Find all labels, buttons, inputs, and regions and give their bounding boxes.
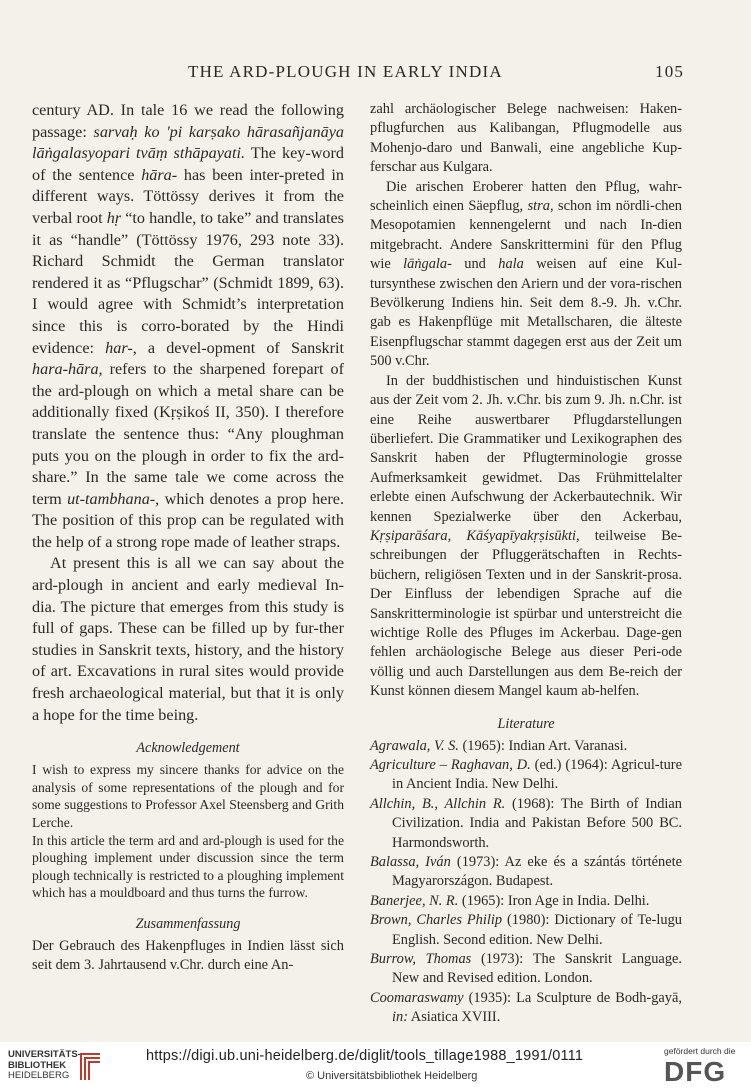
work-titles: Kṛṣiparāśara, Kāśyapīyakṛṣisūkti, — [370, 527, 580, 544]
term-hala: hala — [498, 256, 524, 273]
reference-author: Allchin, B., Allchin R. — [370, 795, 506, 812]
left-column — [32, 100, 344, 976]
zusammenfassung-heading: Zusammenfassung — [135, 915, 241, 932]
reference-text: (1973): The Sanskrit Language. New and Revised edition. London. — [392, 951, 682, 987]
reference-text: (1973): Az eke és a szántás története Magyarországon. Budapest. — [392, 854, 682, 890]
terminology-note: In this article the term ard and ard-plough is used for the ploughing implement under discussion since the term plough technically is restricted to a ploughing implement which has a mouldboard and thus turns the furrow. — [32, 832, 344, 901]
text-run: The key-word of the sentence — [32, 144, 345, 184]
acknowledgement-text: I wish to express my sincere thanks for advice on the analysis of some representations of the plough and for some suggestions to Professor Axel Steensberg and Grith Lerche. — [32, 762, 344, 830]
term-hr: hṛ — [106, 208, 122, 227]
reference-item — [370, 950, 682, 989]
term-stra: stra, — [527, 198, 554, 215]
dfg-wordmark: DFG — [664, 1056, 727, 1087]
right-column — [370, 100, 682, 1028]
reference-item — [370, 795, 682, 853]
reference-list — [370, 737, 682, 1028]
library-name-line1: UNIVERSITÄTS- — [8, 1049, 81, 1060]
text-run: , a devel-opment of Sanskrit — [132, 338, 345, 357]
page-number: 105 — [655, 62, 685, 81]
reference-author: Agriculture – Raghavan, D. — [370, 757, 531, 773]
reference-author: Brown, Charles Philip — [370, 912, 503, 929]
reference-text: Asiatica XVIII. — [408, 1009, 501, 1026]
library-name-line3: HEIDELBERG — [8, 1070, 70, 1081]
reference-author: Coomaraswamy — [370, 989, 464, 1006]
text-run: which denotes a prop here. The position of this prop can be regulated with the help of a strong rope made of leather straps. — [32, 489, 344, 551]
copyright-notice: © Universitätsbibliothek Heidelberg — [306, 1070, 478, 1082]
reference-item — [370, 737, 682, 756]
text-run: und — [451, 256, 499, 273]
paragraph-tale-16 — [32, 100, 344, 553]
reference-author: Agrawala, V. S. — [370, 737, 459, 754]
summary-paragraph-2 — [370, 178, 682, 372]
reference-text: (1965): Iron Age in India. Delhi. — [458, 892, 650, 909]
reference-in: in: — [392, 1009, 408, 1026]
reference-text: (1968): The Birth of Indian Civilization. India and Pakistan Before 500 BC. Harmondsworth. — [392, 795, 682, 851]
term-hara-hara: hara-hāra, — [32, 360, 103, 379]
running-head — [0, 62, 751, 86]
term-langala: lāṅgala- — [403, 256, 452, 273]
acknowledgement-heading: Acknowledgement — [136, 740, 240, 757]
paragraph-conclusion: At present this is all we can say about the ard-plough in ancient and early medieval In-dia. The picture that emerges from this study is full of gaps. These can be filled up by fur-ther studies in Sanskrit texts, history, and the history of art. Excavations in rural sites would provide fresh archaeological material, but that it is only a hope for the time being. — [32, 554, 344, 724]
literature-heading: Literature — [497, 715, 555, 732]
text-run: Die arischen Eroberer hatten den Pflug, wahr-scheinlich einen Säepflug, — [370, 178, 682, 215]
reference-item — [370, 853, 682, 892]
text-run: has been inter-preted in different ways. Töttössy derives it from the verbal root — [32, 165, 345, 227]
reference-author: Burrow, Thomas — [370, 951, 472, 968]
summary-paragraph-1: zahl archäologischer Belege nachweisen: Haken-pflugfurchen aus Kalibangan, Pflugmodelle aus Mohenjo-daro und Banwali, eine angebliche Kup-ferschar aus Kulgara. — [370, 101, 682, 176]
text-run: century AD. In tale 16 we read the following passage: — [32, 101, 344, 141]
sanskrit-quote: sarvaḥ ko 'pi karṣako hārasañjanāya lāṅgalasyopari tvāṃ sthāpayati. — [32, 122, 344, 163]
text-run: In der buddhistischen und hinduistischen Kunst aus der Zeit vom 2. Jh. v.Chr. bis zum 9. Jh. n.Chr. ist eine Reihe auswertbarer Pflugdarstellungen überliefert. Die Grammatiker und Lexikographen des Sanskrit haben der Pflugterminologie grosse Aufmerksamkeit gewidmet. Das Frühmittelalter erlebte einen Aufschwung der Ackerbautechnik. Wir kennen Spezialwerke über den Ackerbau, — [370, 372, 682, 525]
term-har: har- — [105, 338, 133, 357]
reference-author: Banerjee, N. R. — [370, 892, 459, 909]
summary-paragraph-3 — [370, 372, 682, 702]
funded-by-text: gefördert durch die — [664, 1046, 736, 1056]
dfg-logo[interactable] — [664, 1046, 750, 1088]
reference-text: (ed.) (1964): Agricul-ture in Ancient India. New Delhi. — [392, 757, 682, 793]
reference-item — [370, 892, 682, 911]
zusammenfassung-text: Der Gebrauch des Hakenpfluges in Indien lässt sich seit dem 3. Jahrtausend v.Chr. durch eine An- — [32, 937, 344, 974]
text-run: refers to the sharpened forepart of the ard-plough on which a metal share can be additionally fixed (Kṛṣikoś II, 350). I therefore translate the sentence thus: “Any ploughman puts you on the plough in order to fix the ard-share.” In the same tale we come across the term — [32, 360, 344, 508]
term-uttambhana: ut-tambhana-, — [67, 489, 160, 508]
reference-text: (1980): Dictionary of Te-lugu English. Second edition. New Delhi. — [392, 912, 683, 948]
text-run: teilweise Be-schreibungen der Pfluggerätschaften in Rechts-büchern, religiösen Texten und in der Sanskrit-prosa. Der Einfluss der lebendigen Sprache auf die Sanskritterminologie ist spürbar und unterstreicht die wichtige Rolle des Pfluges im Ackerbau. Dage-gen fehlen archäologische Belege aus dieser Peri-ode völlig und auch Darstellungen aus dem Be-reich der Kunst können diesem Mangel kaum ab-helfen. — [370, 527, 682, 700]
reference-item — [370, 911, 682, 950]
text-run: schon im nördli-chen Mesopotamien kennengelernt und nach In-dien mitgebracht. Andere Sanskrittermini für den Pflug wie — [370, 198, 682, 273]
reference-item — [370, 756, 682, 795]
viewer-footer — [0, 1042, 751, 1090]
running-title: THE ARD-PLOUGH IN EARLY INDIA — [188, 62, 503, 81]
reference-text: (1965): Indian Art. Varanasi. — [458, 737, 628, 754]
text-run: weisen auf eine Kul-tursynthese zwischen den Ariern und der vora-rischen Bevölkerung Indiens hin. Seit dem 8.-9. Jh. v.Chr. gab es Hakenpflüge mit Metallscharen, die älteste Eisenpflugschar stammt dagegen erst aus der Zeit um 500 v.Chr. — [370, 256, 682, 370]
library-name-line2: BIBLIOTHEK — [8, 1059, 67, 1071]
term-hara: hāra- — [141, 165, 178, 184]
text-run: “to handle, to take” and translates it as “handle” (Töttössy 1976, 293 note 33). Richard Schmidt the German translator rendered it as “Pflugschar” (Schmidt 1899, 63). I would agree with Schmidt’s interpretation since this is corro-borated by the Hindi evidence: — [32, 208, 344, 357]
library-emblem-icon — [78, 1050, 104, 1082]
library-logo[interactable] — [8, 1050, 81, 1082]
reference-text: (1935): La Sculpture de Bodh-gayā, — [463, 989, 682, 1006]
permalink[interactable]: https://digi.ub.uni-heidelberg.de/diglit/tools_tillage1988_1991/0111 — [146, 1048, 584, 1064]
reference-author: Balassa, Iván — [370, 854, 451, 871]
reference-item — [370, 989, 682, 1028]
